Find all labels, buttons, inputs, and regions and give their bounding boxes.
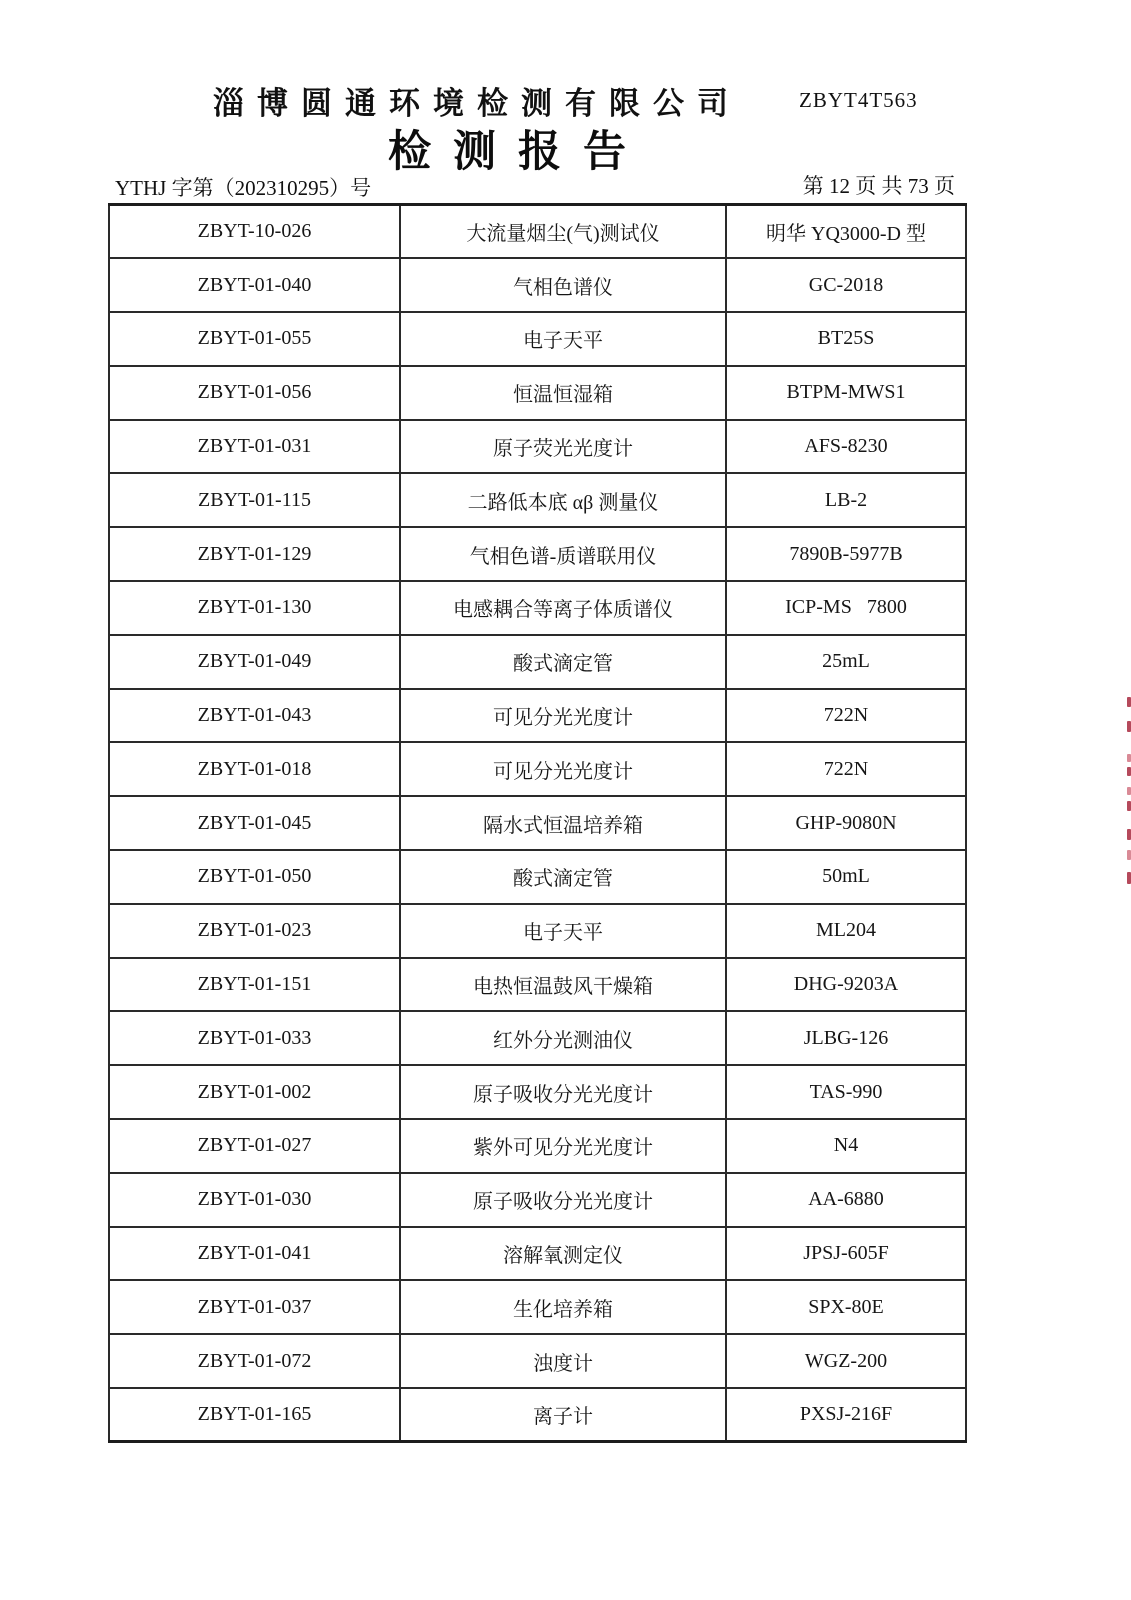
cell-equipment-name: 生化培养箱 — [400, 1280, 726, 1334]
table-row — [109, 1334, 966, 1388]
table-row — [109, 366, 966, 420]
cell-equipment-id: ZBYT-01-043 — [109, 689, 400, 743]
cell-equipment-model: JPSJ-605F — [726, 1227, 966, 1281]
cell-equipment-model: JLBG-126 — [726, 1011, 966, 1065]
table-row — [109, 1065, 966, 1119]
cell-equipment-name: 酸式滴定管 — [400, 850, 726, 904]
table-row — [109, 420, 966, 474]
cell-equipment-name: 离子计 — [400, 1388, 726, 1442]
stamp-edge-mark — [1127, 829, 1131, 840]
table-row — [109, 527, 966, 581]
cell-equipment-name: 紫外可见分光光度计 — [400, 1119, 726, 1173]
cell-equipment-name: 电热恒温鼓风干燥箱 — [400, 958, 726, 1012]
cell-equipment-model: ICP-MS 7800 — [726, 581, 966, 635]
cell-equipment-id: ZBYT-01-129 — [109, 527, 400, 581]
cell-equipment-id: ZBYT-01-031 — [109, 420, 400, 474]
cell-equipment-model: GC-2018 — [726, 258, 966, 312]
table-row — [109, 581, 966, 635]
cell-equipment-model: 25mL — [726, 635, 966, 689]
cell-equipment-id: ZBYT-01-027 — [109, 1119, 400, 1173]
cell-equipment-model: AA-6880 — [726, 1173, 966, 1227]
cell-equipment-name: 电感耦合等离子体质谱仪 — [400, 581, 726, 635]
cell-equipment-id: ZBYT-01-002 — [109, 1065, 400, 1119]
cell-equipment-name: 红外分光测油仪 — [400, 1011, 726, 1065]
cell-equipment-id: ZBYT-01-056 — [109, 366, 400, 420]
cell-equipment-id: ZBYT-01-050 — [109, 850, 400, 904]
report-title: 检测报告 — [388, 129, 648, 176]
stamp-edge-mark — [1127, 787, 1131, 795]
table-row — [109, 312, 966, 366]
cell-equipment-name: 电子天平 — [400, 904, 726, 958]
cell-equipment-id: ZBYT-01-045 — [109, 796, 400, 850]
cell-equipment-model: BT25S — [726, 312, 966, 366]
equipment-table — [108, 203, 967, 1443]
cell-equipment-model: PXSJ-216F — [726, 1388, 966, 1442]
cell-equipment-id: ZBYT-01-037 — [109, 1280, 400, 1334]
cell-equipment-name: 原子吸收分光光度计 — [400, 1173, 726, 1227]
doc-code: ZBYT4T563 — [799, 88, 918, 112]
cell-equipment-model: ML204 — [726, 904, 966, 958]
cell-equipment-id: ZBYT-01-130 — [109, 581, 400, 635]
cell-equipment-name: 酸式滴定管 — [400, 635, 726, 689]
company-name: 淄博圆通环境检测有限公司 — [213, 86, 741, 121]
table-row — [109, 850, 966, 904]
cell-equipment-id: ZBYT-01-165 — [109, 1388, 400, 1442]
cell-equipment-name: 原子荧光光度计 — [400, 420, 726, 474]
cell-equipment-id: ZBYT-01-040 — [109, 258, 400, 312]
stamp-edge-mark — [1127, 697, 1131, 707]
cell-equipment-model: 50mL — [726, 850, 966, 904]
cell-equipment-id: ZBYT-01-018 — [109, 742, 400, 796]
cell-equipment-id: ZBYT-01-041 — [109, 1227, 400, 1281]
cell-equipment-model: 722N — [726, 689, 966, 743]
stamp-edge-mark — [1127, 872, 1131, 884]
cell-equipment-model: LB-2 — [726, 473, 966, 527]
cell-equipment-name: 浊度计 — [400, 1334, 726, 1388]
cell-equipment-model: SPX-80E — [726, 1280, 966, 1334]
stamp-edge-mark — [1127, 754, 1131, 762]
cell-equipment-id: ZBYT-01-030 — [109, 1173, 400, 1227]
stamp-edge-mark — [1127, 721, 1131, 732]
table-row — [109, 258, 966, 312]
cell-equipment-name: 可见分光光度计 — [400, 689, 726, 743]
table-row — [109, 796, 966, 850]
table-row — [109, 1011, 966, 1065]
cell-equipment-id: ZBYT-01-115 — [109, 473, 400, 527]
cell-equipment-id: ZBYT-01-049 — [109, 635, 400, 689]
table-row — [109, 205, 966, 259]
cell-equipment-id: ZBYT-01-151 — [109, 958, 400, 1012]
cell-equipment-name: 原子吸收分光光度计 — [400, 1065, 726, 1119]
table-row — [109, 904, 966, 958]
page-number-indicator: 第 12 页 共 73 页 — [802, 174, 955, 198]
table-row — [109, 1119, 966, 1173]
table-row — [109, 742, 966, 796]
cell-equipment-name: 气相色谱-质谱联用仪 — [400, 527, 726, 581]
cell-equipment-model: DHG-9203A — [726, 958, 966, 1012]
table-row — [109, 1280, 966, 1334]
cell-equipment-model: GHP-9080N — [726, 796, 966, 850]
table-row — [109, 1227, 966, 1281]
table-row — [109, 1388, 966, 1442]
cell-equipment-name: 隔水式恒温培养箱 — [400, 796, 726, 850]
table-row — [109, 958, 966, 1012]
stamp-edge-mark — [1127, 767, 1131, 776]
cell-equipment-model: N4 — [726, 1119, 966, 1173]
cell-equipment-name: 恒温恒湿箱 — [400, 366, 726, 420]
cell-equipment-id: ZBYT-01-072 — [109, 1334, 400, 1388]
cell-equipment-name: 电子天平 — [400, 312, 726, 366]
cell-equipment-id: ZBYT-01-033 — [109, 1011, 400, 1065]
report-number: YTHJ 字第（202310295）号 — [115, 176, 372, 200]
cell-equipment-model: AFS-8230 — [726, 420, 966, 474]
cell-equipment-name: 气相色谱仪 — [400, 258, 726, 312]
equipment-table-body — [109, 205, 966, 1442]
cell-equipment-id: ZBYT-01-023 — [109, 904, 400, 958]
cell-equipment-model: 明华 YQ3000-D 型 — [726, 205, 966, 259]
cell-equipment-name: 二路低本底 αβ 测量仪 — [400, 473, 726, 527]
cell-equipment-name: 大流量烟尘(气)测试仪 — [400, 205, 726, 259]
stamp-edge-mark — [1127, 850, 1131, 860]
cell-equipment-model: BTPM-MWS1 — [726, 366, 966, 420]
table-row — [109, 1173, 966, 1227]
cell-equipment-name: 溶解氧测定仪 — [400, 1227, 726, 1281]
cell-equipment-model: TAS-990 — [726, 1065, 966, 1119]
table-row — [109, 689, 966, 743]
cell-equipment-model: WGZ-200 — [726, 1334, 966, 1388]
cell-equipment-model: 7890B-5977B — [726, 527, 966, 581]
cell-equipment-name: 可见分光光度计 — [400, 742, 726, 796]
table-row — [109, 473, 966, 527]
stamp-edge-mark — [1127, 801, 1131, 811]
table-row — [109, 635, 966, 689]
cell-equipment-model: 722N — [726, 742, 966, 796]
cell-equipment-id: ZBYT-01-055 — [109, 312, 400, 366]
cell-equipment-id: ZBYT-10-026 — [109, 205, 400, 259]
